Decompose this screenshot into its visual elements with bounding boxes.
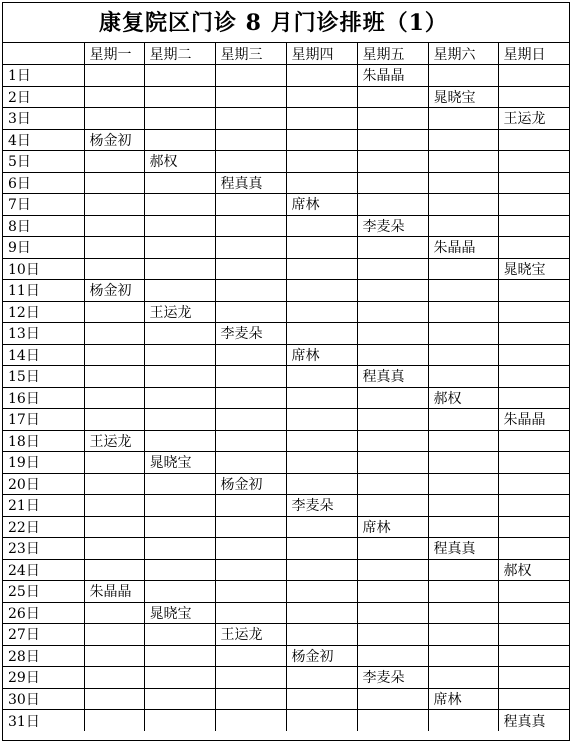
schedule-cell (357, 151, 428, 173)
schedule-cell (215, 538, 286, 560)
schedule-cell (286, 258, 357, 280)
table-row (3, 215, 569, 237)
schedule-cell (428, 323, 498, 345)
schedule-cell (84, 559, 144, 581)
schedule-sheet (2, 2, 570, 741)
table-row (3, 65, 569, 87)
schedule-cell (428, 710, 498, 732)
schedule-cell (215, 559, 286, 581)
schedule-cell: 李麦朵 (286, 495, 357, 517)
table-row (3, 473, 569, 495)
schedule-cell (215, 409, 286, 431)
schedule-cell (428, 129, 498, 151)
schedule-cell (286, 559, 357, 581)
schedule-cell (286, 172, 357, 194)
schedule-cell (428, 65, 498, 87)
day-cell: 6日 (3, 172, 84, 194)
schedule-cell (286, 215, 357, 237)
day-cell: 20日 (3, 473, 84, 495)
schedule-cell (428, 602, 498, 624)
schedule-cell: 李麦朵 (357, 215, 428, 237)
table-row (3, 516, 569, 538)
schedule-cell (84, 645, 144, 667)
schedule-cell (286, 237, 357, 259)
day-cell: 28日 (3, 645, 84, 667)
schedule-cell (428, 194, 498, 216)
schedule-cell (498, 215, 569, 237)
table-row (3, 129, 569, 151)
schedule-cell (498, 280, 569, 302)
schedule-cell: 杨金初 (215, 473, 286, 495)
day-cell: 2日 (3, 86, 84, 108)
schedule-cell (498, 516, 569, 538)
day-cell: 5日 (3, 151, 84, 173)
schedule-cell: 朱晶晶 (498, 409, 569, 431)
schedule-cell (144, 258, 215, 280)
schedule-cell (215, 280, 286, 302)
schedule-cell (84, 344, 144, 366)
schedule-cell (144, 129, 215, 151)
schedule-cell: 王运龙 (144, 301, 215, 323)
schedule-cell (215, 366, 286, 388)
schedule-cell (144, 86, 215, 108)
schedule-cell (286, 151, 357, 173)
table-row (3, 86, 569, 108)
schedule-cell (215, 430, 286, 452)
schedule-cell (428, 366, 498, 388)
schedule-cell (498, 344, 569, 366)
schedule-cell: 郝权 (144, 151, 215, 173)
day-cell: 1日 (3, 65, 84, 87)
schedule-cell (144, 366, 215, 388)
schedule-cell (428, 215, 498, 237)
schedule-cell: 朱晶晶 (84, 581, 144, 603)
schedule-cell (286, 624, 357, 646)
schedule-cell: 晁晓宝 (144, 452, 215, 474)
schedule-cell (144, 688, 215, 710)
schedule-cell (498, 129, 569, 151)
day-cell: 18日 (3, 430, 84, 452)
schedule-cell (286, 387, 357, 409)
schedule-cell (215, 344, 286, 366)
table-row (3, 387, 569, 409)
schedule-cell (84, 387, 144, 409)
day-cell: 11日 (3, 280, 84, 302)
schedule-cell (428, 344, 498, 366)
schedule-cell: 杨金初 (84, 280, 144, 302)
schedule-cell (286, 366, 357, 388)
schedule-cell: 晁晓宝 (498, 258, 569, 280)
schedule-cell (498, 151, 569, 173)
schedule-table (3, 43, 569, 731)
schedule-cell (357, 86, 428, 108)
schedule-cell (286, 301, 357, 323)
table-row (3, 538, 569, 560)
schedule-cell: 席林 (286, 194, 357, 216)
table-row (3, 559, 569, 581)
table-row (3, 624, 569, 646)
header-row (3, 43, 569, 65)
schedule-cell (498, 323, 569, 345)
schedule-cell (286, 323, 357, 345)
schedule-cell (428, 258, 498, 280)
schedule-cell (357, 430, 428, 452)
schedule-cell (144, 323, 215, 345)
schedule-cell (286, 86, 357, 108)
schedule-cell (144, 538, 215, 560)
schedule-cell (357, 280, 428, 302)
schedule-cell (215, 387, 286, 409)
table-row (3, 344, 569, 366)
schedule-cell (357, 581, 428, 603)
schedule-cell (215, 710, 286, 732)
table-row (3, 495, 569, 517)
schedule-cell (498, 624, 569, 646)
day-cell: 23日 (3, 538, 84, 560)
schedule-cell (428, 452, 498, 474)
schedule-cell (428, 473, 498, 495)
schedule-cell (357, 624, 428, 646)
schedule-cell (498, 65, 569, 87)
schedule-cell: 席林 (357, 516, 428, 538)
table-row (3, 237, 569, 259)
schedule-cell (428, 645, 498, 667)
schedule-cell (144, 215, 215, 237)
weekday-header-tue: 星期二 (144, 43, 215, 65)
schedule-cell (498, 430, 569, 452)
day-cell: 12日 (3, 301, 84, 323)
table-row (3, 452, 569, 474)
schedule-cell (286, 581, 357, 603)
schedule-cell (428, 559, 498, 581)
day-cell: 7日 (3, 194, 84, 216)
schedule-cell (215, 688, 286, 710)
schedule-cell (144, 409, 215, 431)
schedule-cell (144, 237, 215, 259)
day-cell: 14日 (3, 344, 84, 366)
schedule-cell (84, 301, 144, 323)
schedule-cell (84, 172, 144, 194)
schedule-cell (215, 151, 286, 173)
schedule-cell (286, 409, 357, 431)
table-row (3, 108, 569, 130)
schedule-cell (144, 430, 215, 452)
schedule-cell (215, 301, 286, 323)
schedule-cell (357, 344, 428, 366)
day-cell: 16日 (3, 387, 84, 409)
schedule-cell (286, 710, 357, 732)
schedule-cell (144, 710, 215, 732)
schedule-cell (428, 581, 498, 603)
schedule-cell (215, 516, 286, 538)
schedule-cell (357, 258, 428, 280)
table-row (3, 366, 569, 388)
schedule-cell (498, 581, 569, 603)
schedule-cell (357, 301, 428, 323)
schedule-cell (357, 129, 428, 151)
schedule-cell (357, 194, 428, 216)
day-cell: 27日 (3, 624, 84, 646)
schedule-cell (428, 280, 498, 302)
schedule-cell (428, 430, 498, 452)
table-row (3, 602, 569, 624)
schedule-cell (215, 129, 286, 151)
weekday-header-wed: 星期三 (215, 43, 286, 65)
schedule-cell: 程真真 (498, 710, 569, 732)
schedule-cell: 王运龙 (84, 430, 144, 452)
day-cell: 24日 (3, 559, 84, 581)
schedule-cell (144, 344, 215, 366)
schedule-cell (357, 495, 428, 517)
weekday-header-sun: 星期日 (498, 43, 569, 65)
schedule-cell (84, 452, 144, 474)
schedule-cell (428, 495, 498, 517)
schedule-cell (498, 237, 569, 259)
schedule-cell (215, 258, 286, 280)
schedule-cell (84, 151, 144, 173)
schedule-cell (357, 237, 428, 259)
table-row (3, 172, 569, 194)
schedule-cell: 晁晓宝 (144, 602, 215, 624)
schedule-cell (286, 65, 357, 87)
schedule-cell (144, 108, 215, 130)
day-cell: 26日 (3, 602, 84, 624)
schedule-cell (498, 366, 569, 388)
schedule-cell: 晁晓宝 (428, 86, 498, 108)
schedule-cell (215, 581, 286, 603)
schedule-cell (84, 65, 144, 87)
schedule-cell (428, 624, 498, 646)
schedule-cell (215, 65, 286, 87)
schedule-cell (498, 452, 569, 474)
day-cell: 25日 (3, 581, 84, 603)
schedule-cell (286, 108, 357, 130)
schedule-cell: 朱晶晶 (357, 65, 428, 87)
schedule-cell: 郝权 (498, 559, 569, 581)
day-cell: 22日 (3, 516, 84, 538)
schedule-cell (498, 473, 569, 495)
day-cell: 8日 (3, 215, 84, 237)
schedule-cell (428, 172, 498, 194)
schedule-cell (144, 667, 215, 689)
day-cell: 19日 (3, 452, 84, 474)
schedule-cell (144, 495, 215, 517)
schedule-cell (84, 108, 144, 130)
day-cell: 17日 (3, 409, 84, 431)
schedule-cell (286, 473, 357, 495)
schedule-cell (357, 172, 428, 194)
schedule-cell (498, 387, 569, 409)
schedule-cell: 程真真 (357, 366, 428, 388)
schedule-cell (144, 645, 215, 667)
schedule-cell (357, 473, 428, 495)
day-cell: 31日 (3, 710, 84, 732)
schedule-cell (84, 624, 144, 646)
schedule-cell (357, 538, 428, 560)
schedule-cell (428, 409, 498, 431)
schedule-cell (498, 602, 569, 624)
table-row (3, 151, 569, 173)
day-cell: 15日 (3, 366, 84, 388)
schedule-cell (357, 387, 428, 409)
schedule-cell (498, 86, 569, 108)
schedule-cell (144, 473, 215, 495)
schedule-cell (215, 667, 286, 689)
schedule-cell (357, 409, 428, 431)
schedule-cell (84, 258, 144, 280)
schedule-cell (84, 194, 144, 216)
schedule-cell (84, 710, 144, 732)
schedule-cell (144, 516, 215, 538)
schedule-cell (428, 516, 498, 538)
schedule-cell (286, 688, 357, 710)
schedule-cell (215, 86, 286, 108)
schedule-cell (144, 624, 215, 646)
schedule-cell (84, 237, 144, 259)
schedule-cell (84, 215, 144, 237)
schedule-cell (144, 65, 215, 87)
schedule-cell (498, 667, 569, 689)
schedule-cell: 王运龙 (215, 624, 286, 646)
schedule-cell: 席林 (428, 688, 498, 710)
schedule-cell (215, 602, 286, 624)
day-cell: 29日 (3, 667, 84, 689)
schedule-cell (144, 387, 215, 409)
schedule-cell (286, 129, 357, 151)
schedule-cell (84, 86, 144, 108)
schedule-cell (357, 323, 428, 345)
schedule-cell (215, 645, 286, 667)
schedule-cell (286, 602, 357, 624)
table-row (3, 710, 569, 732)
schedule-cell (84, 473, 144, 495)
schedule-cell (144, 559, 215, 581)
table-row (3, 280, 569, 302)
schedule-cell: 杨金初 (286, 645, 357, 667)
schedule-body (3, 65, 569, 732)
schedule-cell (84, 366, 144, 388)
schedule-cell (84, 688, 144, 710)
schedule-cell (286, 667, 357, 689)
schedule-cell (144, 581, 215, 603)
schedule-cell (144, 194, 215, 216)
table-row (3, 301, 569, 323)
schedule-cell (84, 602, 144, 624)
schedule-cell (357, 452, 428, 474)
day-cell: 4日 (3, 129, 84, 151)
day-cell: 13日 (3, 323, 84, 345)
schedule-cell (286, 516, 357, 538)
day-cell: 10日 (3, 258, 84, 280)
schedule-cell (84, 409, 144, 431)
schedule-cell: 李麦朵 (215, 323, 286, 345)
schedule-cell: 郝权 (428, 387, 498, 409)
schedule-cell (428, 151, 498, 173)
schedule-cell (357, 559, 428, 581)
schedule-cell (144, 280, 215, 302)
schedule-cell (428, 108, 498, 130)
schedule-cell (215, 452, 286, 474)
table-row (3, 409, 569, 431)
schedule-cell (286, 538, 357, 560)
schedule-cell (498, 645, 569, 667)
schedule-cell (215, 194, 286, 216)
schedule-cell: 李麦朵 (357, 667, 428, 689)
schedule-cell: 王运龙 (498, 108, 569, 130)
day-column-header (3, 43, 84, 65)
schedule-cell (357, 688, 428, 710)
weekday-header-sat: 星期六 (428, 43, 498, 65)
table-row (3, 258, 569, 280)
schedule-cell (215, 215, 286, 237)
table-row (3, 667, 569, 689)
schedule-cell (498, 495, 569, 517)
schedule-cell (84, 495, 144, 517)
schedule-cell (357, 645, 428, 667)
schedule-cell (286, 430, 357, 452)
schedule-title: 康复院区门诊 8 月门诊排班（1） (3, 3, 569, 43)
table-row (3, 323, 569, 345)
schedule-cell (498, 194, 569, 216)
schedule-cell: 杨金初 (84, 129, 144, 151)
table-row (3, 688, 569, 710)
schedule-cell (498, 301, 569, 323)
schedule-cell (84, 538, 144, 560)
schedule-cell (144, 172, 215, 194)
schedule-cell (357, 710, 428, 732)
schedule-cell (498, 688, 569, 710)
day-cell: 9日 (3, 237, 84, 259)
schedule-cell: 朱晶晶 (428, 237, 498, 259)
table-row (3, 194, 569, 216)
schedule-cell: 程真真 (215, 172, 286, 194)
table-row (3, 645, 569, 667)
schedule-cell (286, 280, 357, 302)
schedule-cell: 席林 (286, 344, 357, 366)
weekday-header-mon: 星期一 (84, 43, 144, 65)
schedule-cell (215, 495, 286, 517)
schedule-cell (84, 667, 144, 689)
schedule-cell (84, 323, 144, 345)
schedule-cell (286, 452, 357, 474)
schedule-cell (357, 602, 428, 624)
schedule-cell (428, 301, 498, 323)
schedule-cell (428, 667, 498, 689)
day-cell: 30日 (3, 688, 84, 710)
schedule-cell (84, 516, 144, 538)
day-cell: 21日 (3, 495, 84, 517)
schedule-cell (215, 237, 286, 259)
schedule-cell (498, 538, 569, 560)
day-cell: 3日 (3, 108, 84, 130)
weekday-header-fri: 星期五 (357, 43, 428, 65)
table-row (3, 581, 569, 603)
schedule-cell (498, 172, 569, 194)
schedule-cell (215, 108, 286, 130)
schedule-cell (357, 108, 428, 130)
weekday-header-thu: 星期四 (286, 43, 357, 65)
table-row (3, 430, 569, 452)
schedule-cell: 程真真 (428, 538, 498, 560)
